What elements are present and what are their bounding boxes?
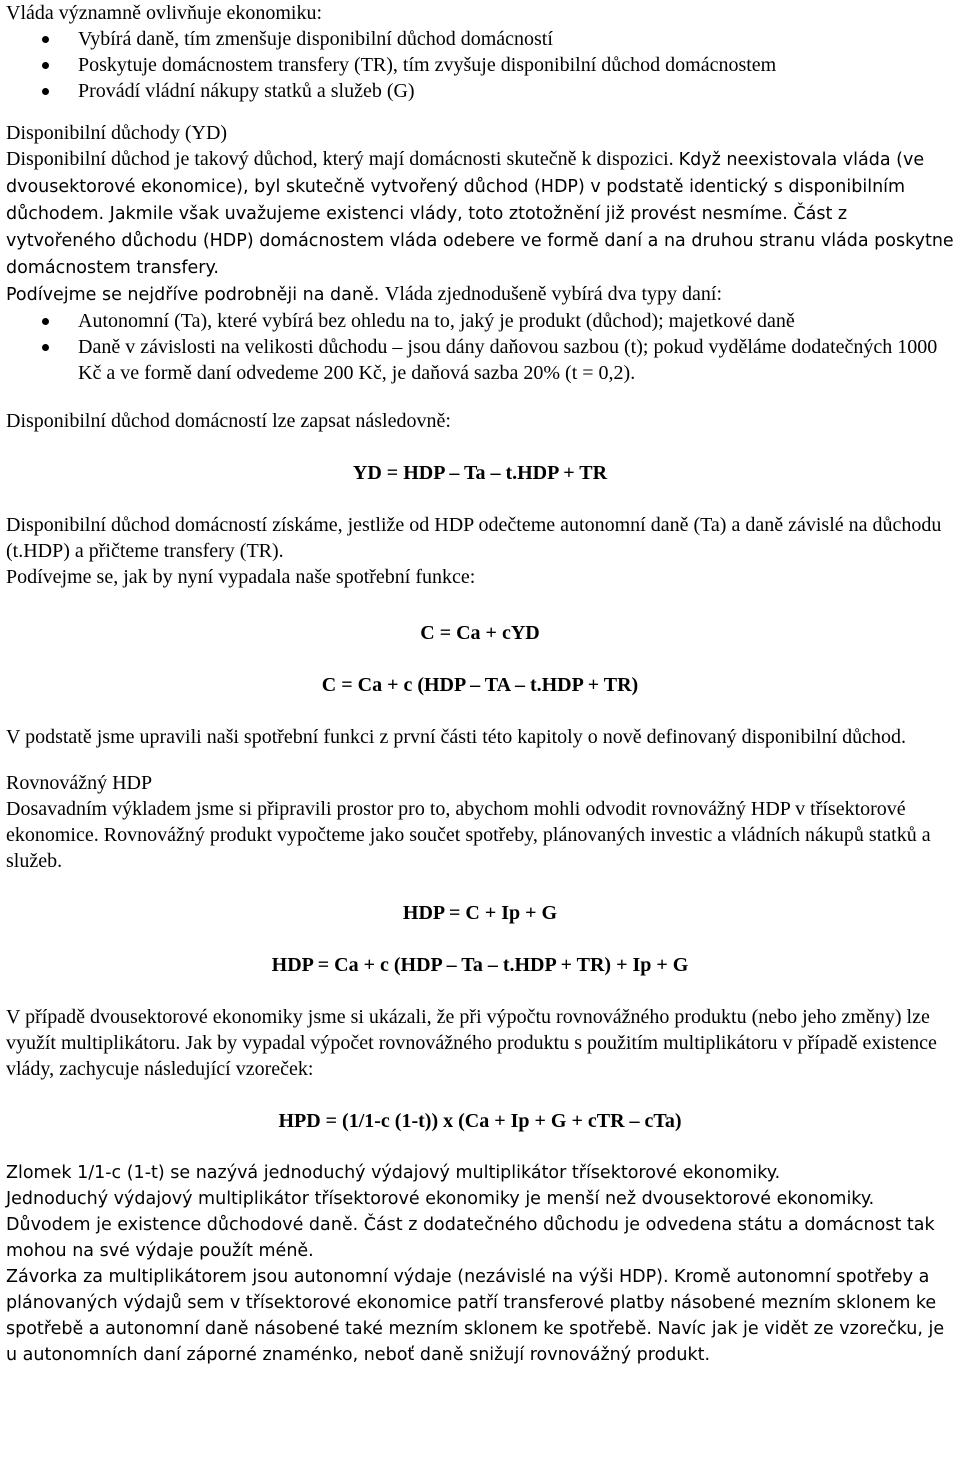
bullet-icon: [42, 36, 49, 43]
equation-c1: C = Ca + cYD: [420, 622, 540, 644]
list-item: Poskytuje domácnostem transfery (TR), tím zvyšuje disponibilní důchod domácnostem: [78, 52, 954, 78]
consumption-intro: Podívejme se, jak by nyní vypadala naše spotřební funkce:: [6, 566, 476, 588]
government-effects-list: [6, 26, 954, 104]
equation-c2: C = Ca + c (HDP – TA – t.HDP + TR): [321, 674, 639, 696]
consumption-note: V podstatě jsme upravili naši spotřební funkci z první části této kapitoly o nově definovaný disponibilní důchod.: [6, 726, 907, 748]
multiplier-definition: Zlomek 1/1-c (1-t) se nazývá jednoduchý výdajový multiplikátor třísektorové ekonomiky.: [6, 1163, 781, 1183]
bullet-icon: [42, 318, 49, 325]
tax-intro: Podívejme se nejdříve podrobněji na daně. Vláda zjednodušeně vybírá dva typy daní:: [6, 283, 722, 305]
section-heading-yd: Disponibilní důchody (YD): [6, 122, 228, 144]
bullet-icon: [42, 62, 49, 69]
bullet-icon: [42, 88, 49, 95]
autonomous-expenditure-text: Závorka za multiplikátorem jsou autonomní výdaje (nezávislé na výši HDP). Kromě autonomní spotřeby a plánovaných výdajů sem v třísektorové ekonomice patří transferové platby násobené mezním sklonem ke spotřebě a autonomní daně násobené také mezním sklonem ke spotřebě. Navíc jak je vidět ze vzorečku, je u autonomních daní záporné znaménko, neboť daně snižují rovnovážný produkt.: [6, 1267, 945, 1365]
list-item: Autonomní (Ta), které vybírá bez ohledu na to, jaký je produkt (důchod); majetkové daně: [78, 308, 954, 334]
yd-explain-text: Disponibilní důchod domácností získáme, jestliže od HDP odečteme autonomní daně (Ta) a daně závislé na důchodu (t.HDP) a přičteme transfery (TR).: [6, 514, 942, 562]
list-item: Daně v závislosti na velikosti důchodu – jsou dány daňovou sazbou (t); pokud vyděláme dodatečných 1000 Kč a ve formě daní odvedeme 200 Kč, je daňová sazba 20% (t = 0,2).: [78, 334, 954, 386]
list-item: Provádí vládní nákupy statků a služeb (G): [78, 78, 954, 104]
yd-paragraph: Disponibilní důchod je takový důchod, který mají domácnosti skutečně k dispozici. Když neexistovala vláda (ve dvousektorové ekonomice), byl skutečně vytvořený důchod (HDP) v podstatě identický s disponibilním důchodem. Jakmile však uvažujeme existenci vlády, toto ztotožnění již provést nesmíme. Část z vytvořeného důchodu (HDP) domácnostem vláda odebere ve formě daní a na druhou stranu vláda poskytne domácnostem transfery.: [6, 148, 954, 278]
multiplier-comparison: Jednoduchý výdajový multiplikátor třísektorové ekonomiky je menší než dvousektorové ekonomiky. Důvodem je existence důchodové daně. Část z dodatečného důchodu je odvedena státu a domácnost tak mohou na své výdaje použít méně.: [6, 1189, 935, 1261]
equation-hdp1: HDP = C + Ip + G: [402, 902, 558, 924]
bullet-icon: [42, 344, 49, 351]
intro-text: Vláda významně ovlivňuje ekonomiku:: [6, 2, 323, 24]
equation-yd: YD = HDP – Ta – t.HDP + TR: [352, 462, 608, 484]
section-heading-equilibrium: Rovnovážný HDP: [6, 772, 153, 794]
equation-hpd: HPD = (1/1-c (1-t)) x (Ca + Ip + G + cTR – cTa): [278, 1110, 682, 1132]
yd-write-text: Disponibilní důchod domácností lze zapsat následovně:: [6, 410, 451, 432]
equilibrium-paragraph: Dosavadním výkladem jsme si připravili prostor pro to, abychom mohli odvodit rovnovážný HDP v třísektorové ekonomice. Rovnovážný produkt vypočteme jako součet spotřeby, plánovaných investic a vládních nákupů statků a služeb.: [6, 798, 931, 872]
tax-types-list: [6, 308, 954, 386]
equation-hdp2: HDP = Ca + c (HDP – Ta – t.HDP + TR) + Ip + G: [271, 954, 689, 976]
list-item: Vybírá daně, tím zmenšuje disponibilní důchod domácností: [78, 26, 954, 52]
multiplier-paragraph: V případě dvousektorové ekonomiky jsme si ukázali, že při výpočtu rovnovážného produktu (nebo jeho změny) lze využít multiplikátoru. Jak by vypadal výpočet rovnovážného produktu s použitím multiplikátoru v případě existence vlády, zachycuje následující vzoreček:: [6, 1006, 937, 1080]
